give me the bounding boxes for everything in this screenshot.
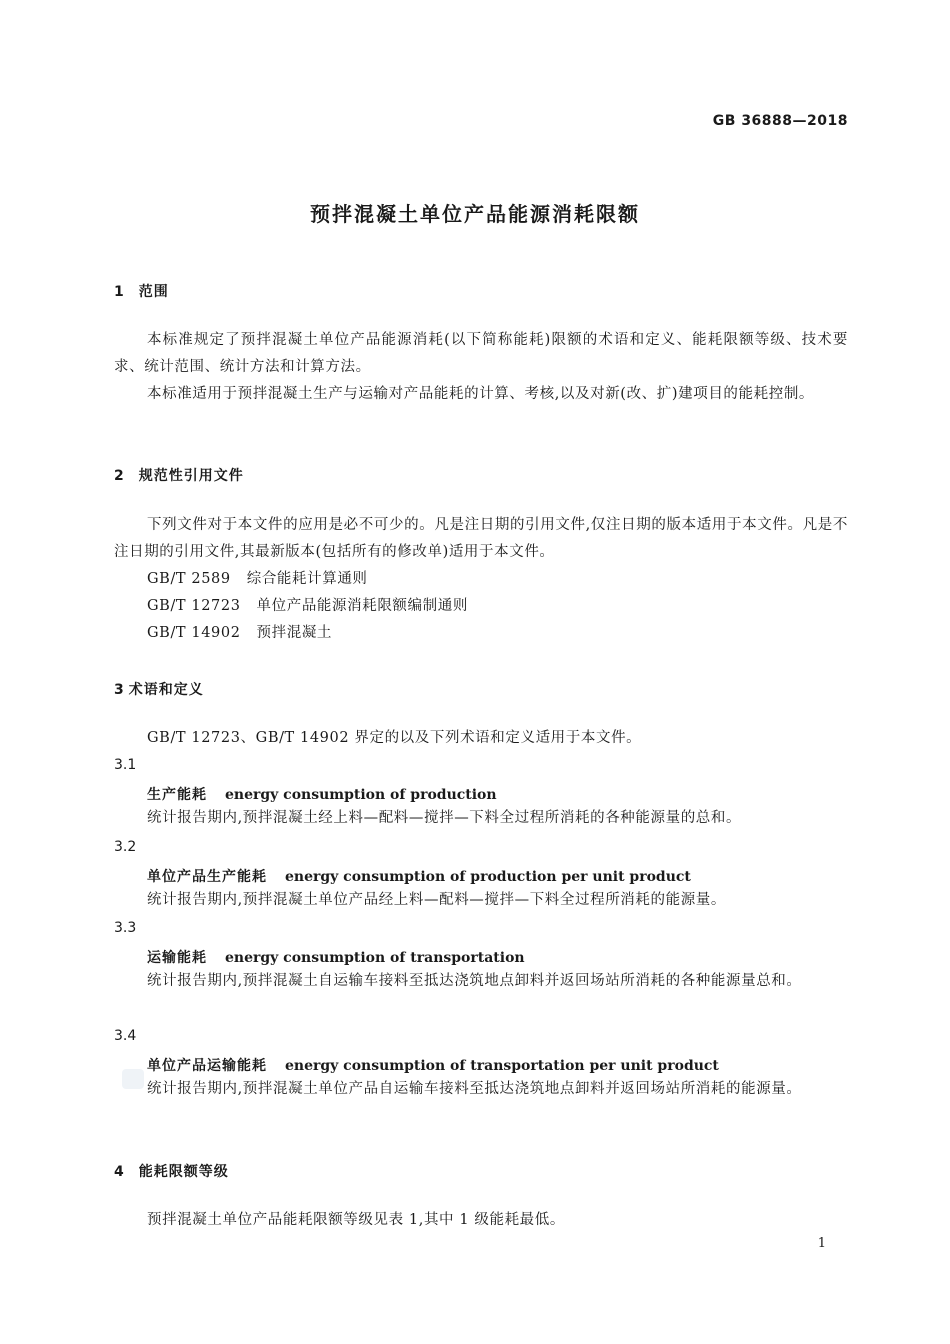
section-heading-2 (114, 465, 244, 485)
section-number: 4 (114, 1164, 125, 1180)
reference-code: GB/T 12723 (147, 598, 241, 614)
term-chinese: 运输能耗 (147, 950, 207, 966)
page-number: 1 (817, 1236, 826, 1251)
section-title: 术语和定义 (128, 682, 204, 698)
term-english: energy consumption of production per unit product (285, 869, 691, 885)
clause-number: 3.1 (114, 757, 137, 773)
paragraph: 下列文件对于本文件的应用是必不可少的。凡是注日期的引用文件,仅注日期的版本适用于本文件。凡是不注日期的引用文件,其最新版本(包括所有的修改单)适用于本文件。 (114, 517, 848, 560)
clause-number: 3.4 (114, 1028, 137, 1044)
section-title: 规范性引用文件 (138, 468, 244, 484)
reference-code: GB/T 2589 (147, 571, 231, 587)
section-heading-1 (114, 281, 169, 301)
reference-item (147, 593, 468, 620)
paragraph: 预拌混凝土单位产品能耗限额等级见表 1,其中 1 级能耗最低。 (147, 1212, 565, 1228)
section-title: 范围 (138, 284, 169, 300)
section-title: 能耗限额等级 (138, 1164, 229, 1180)
term-entry (147, 784, 497, 804)
term-entry (147, 947, 525, 967)
term-english: energy consumption of production (225, 787, 497, 803)
term-chinese: 生产能耗 (147, 787, 207, 803)
clause-number: 3.3 (114, 920, 137, 936)
watermark-icon (122, 1069, 144, 1089)
term-chinese: 单位产品生产能耗 (147, 869, 267, 885)
term-entry (147, 866, 691, 886)
reference-item (147, 620, 332, 647)
term-english: energy consumption of transportation (225, 950, 525, 966)
reference-name: 单位产品能源消耗限额编制通则 (256, 598, 468, 614)
clause-number: 3.2 (114, 839, 137, 855)
definition: 统计报告期内,预拌混凝土单位产品自运输车接料至抵达浇筑地点卸料并返回场站所消耗的能源量。 (147, 1081, 802, 1097)
reference-name: 综合能耗计算通则 (246, 571, 368, 587)
reference-name: 预拌混凝土 (256, 625, 333, 641)
definition: 统计报告期内,预拌混凝土经上料—配料—搅拌—下料全过程所消耗的各种能源量的总和。 (147, 810, 742, 826)
term-english: energy consumption of transportation per unit product (285, 1058, 719, 1074)
term-entry (147, 1055, 719, 1075)
paragraph: 本标准规定了预拌混凝土单位产品能源消耗(以下简称能耗)限额的术语和定义、能耗限额等级、技术要求、统计范围、统计方法和计算方法。 (114, 332, 848, 375)
reference-code: GB/T 14902 (147, 625, 241, 641)
paragraph: GB/T 12723、GB/T 14902 界定的以及下列术语和定义适用于本文件。 (147, 730, 642, 746)
document-title: 预拌混凝土单位产品能源消耗限额 (310, 202, 640, 226)
section-heading-3 (114, 679, 204, 699)
section-number: 3 (114, 682, 125, 698)
section-heading-4 (114, 1161, 229, 1181)
term-chinese: 单位产品运输能耗 (147, 1058, 267, 1074)
reference-item (147, 566, 368, 593)
section-number: 1 (114, 284, 125, 300)
section-number: 2 (114, 468, 125, 484)
definition: 统计报告期内,预拌混凝土自运输车接料至抵达浇筑地点卸料并返回场站所消耗的各种能源量总和。 (147, 973, 802, 989)
standard-code: GB 36888—2018 (712, 113, 848, 129)
definition: 统计报告期内,预拌混凝土单位产品经上料—配料—搅拌—下料全过程所消耗的能源量。 (147, 892, 727, 908)
paragraph: 本标准适用于预拌混凝土生产与运输对产品能耗的计算、考核,以及对新(改、扩)建项目的能耗控制。 (147, 386, 815, 402)
